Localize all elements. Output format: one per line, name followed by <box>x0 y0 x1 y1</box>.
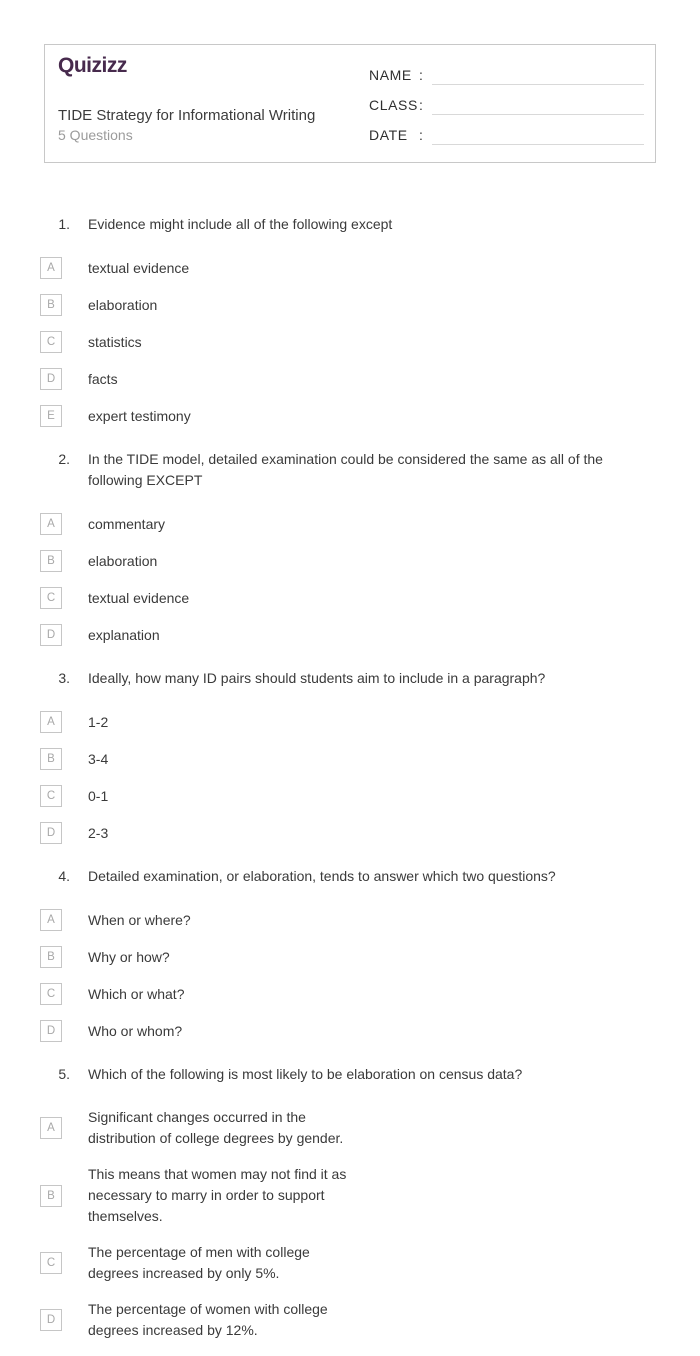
options-grid <box>40 513 656 661</box>
option-text: commentary <box>88 515 166 532</box>
option-text: explanation <box>88 626 160 643</box>
option-letter-box[interactable]: C <box>40 587 62 609</box>
question-text: Evidence might include all of the following except <box>88 216 393 232</box>
field-colon: : <box>419 67 423 83</box>
option-text: elaboration <box>88 296 158 313</box>
field-colon: : <box>419 127 423 143</box>
field-label-class: CLASS <box>369 97 418 113</box>
answer-option-b <box>40 748 350 770</box>
question-head <box>44 214 656 235</box>
answer-option-b <box>40 550 350 572</box>
field-row-date <box>369 115 644 145</box>
option-letter-box[interactable]: D <box>40 624 62 646</box>
option-letter-box[interactable]: B <box>40 946 62 968</box>
option-text: 0-1 <box>88 787 109 804</box>
options-grid <box>40 257 656 442</box>
date-input-line[interactable] <box>432 124 644 145</box>
class-input-line[interactable] <box>432 94 644 115</box>
option-text: textual evidence <box>88 589 190 606</box>
answer-option-a <box>40 257 350 279</box>
answer-option-c <box>40 331 350 353</box>
header-card <box>44 44 656 163</box>
option-text: Why or how? <box>88 948 170 965</box>
option-letter-box[interactable]: B <box>40 1185 62 1207</box>
options-grid <box>40 711 656 859</box>
question-block-2 <box>44 449 656 661</box>
option-text: 2-3 <box>88 824 109 841</box>
option-letter-box[interactable]: A <box>40 513 62 535</box>
question-count: 5 Questions <box>58 127 133 143</box>
question-block-3 <box>44 668 656 859</box>
option-text: 1-2 <box>88 713 109 730</box>
option-letter-box[interactable]: C <box>40 1252 62 1274</box>
question-text: In the TIDE model, detailed examination could be considered the same as all of the following EXCEPT <box>88 451 603 488</box>
field-colon: : <box>419 97 423 113</box>
option-letter-box[interactable]: A <box>40 909 62 931</box>
option-text: statistics <box>88 333 142 350</box>
answer-option-a <box>40 711 350 733</box>
answer-option-a <box>40 1107 350 1149</box>
question-head <box>44 1064 656 1085</box>
option-text: textual evidence <box>88 259 190 276</box>
option-text: Significant changes occurred in the distribution of college degrees by gender. <box>88 1109 344 1146</box>
student-info-fields <box>369 55 644 145</box>
answer-option-a <box>40 909 350 931</box>
option-letter-box[interactable]: B <box>40 550 62 572</box>
quizizz-logo: Quizizz <box>58 54 127 77</box>
answer-option-c <box>40 1242 350 1284</box>
answer-option-e <box>40 405 350 427</box>
name-input-line[interactable] <box>432 64 644 85</box>
question-text: Detailed examination, or elaboration, tends to answer which two questions? <box>88 868 556 884</box>
question-number: 3. <box>58 670 70 686</box>
option-letter-box[interactable]: A <box>40 1117 62 1139</box>
question-head <box>44 668 656 689</box>
option-letter-box[interactable]: C <box>40 331 62 353</box>
question-number: 2. <box>58 451 70 467</box>
question-text: Which of the following is most likely to be elaboration on census data? <box>88 1066 523 1082</box>
question-number: 5. <box>58 1066 70 1082</box>
answer-option-d <box>40 368 350 390</box>
question-head <box>44 449 656 491</box>
option-text: 3-4 <box>88 750 109 767</box>
answer-option-c <box>40 587 350 609</box>
answer-option-c <box>40 983 350 1005</box>
question-number: 1. <box>58 216 70 232</box>
answer-option-b <box>40 1164 350 1227</box>
option-text: expert testimony <box>88 407 191 424</box>
field-row-name <box>369 55 644 85</box>
field-label-date: DATE <box>369 127 408 143</box>
option-text: This means that women may not find it as necessary to marry in order to support themselves. <box>88 1166 347 1224</box>
field-label-name: NAME <box>369 67 412 83</box>
answer-option-c <box>40 785 350 807</box>
answer-option-b <box>40 946 350 968</box>
option-letter-box[interactable]: D <box>40 822 62 844</box>
option-letter-box[interactable]: A <box>40 257 62 279</box>
option-text: The percentage of men with college degrees increased by only 5%. <box>88 1244 310 1281</box>
worksheet-title: TIDE Strategy for Informational Writing <box>58 107 316 124</box>
option-letter-box[interactable]: B <box>40 748 62 770</box>
option-text: elaboration <box>88 552 158 569</box>
option-letter-box[interactable]: D <box>40 368 62 390</box>
question-block-5 <box>44 1064 656 1356</box>
field-row-class <box>369 85 644 115</box>
answer-option-d <box>40 822 350 844</box>
options-grid <box>40 1107 656 1356</box>
question-head <box>44 866 656 887</box>
options-grid <box>40 909 656 1057</box>
answer-option-a <box>40 513 350 535</box>
option-text: Which or what? <box>88 985 185 1002</box>
questions-list <box>0 214 700 1356</box>
question-block-1 <box>44 214 656 442</box>
option-letter-box[interactable]: E <box>40 405 62 427</box>
answer-option-b <box>40 294 350 316</box>
option-letter-box[interactable]: C <box>40 785 62 807</box>
question-number: 4. <box>58 868 70 884</box>
option-text: facts <box>88 370 118 387</box>
option-text: Who or whom? <box>88 1022 183 1039</box>
option-letter-box[interactable]: C <box>40 983 62 1005</box>
option-text: The percentage of women with college degrees increased by 12%. <box>88 1301 328 1338</box>
option-letter-box[interactable]: B <box>40 294 62 316</box>
answer-option-d <box>40 1020 350 1042</box>
answer-option-d <box>40 1299 350 1341</box>
answer-option-d <box>40 624 350 646</box>
question-block-4 <box>44 866 656 1057</box>
question-text: Ideally, how many ID pairs should students aim to include in a paragraph? <box>88 670 546 686</box>
option-text: When or where? <box>88 911 191 928</box>
option-letter-box[interactable]: D <box>40 1020 62 1042</box>
option-letter-box[interactable]: A <box>40 711 62 733</box>
option-letter-box[interactable]: D <box>40 1309 62 1331</box>
